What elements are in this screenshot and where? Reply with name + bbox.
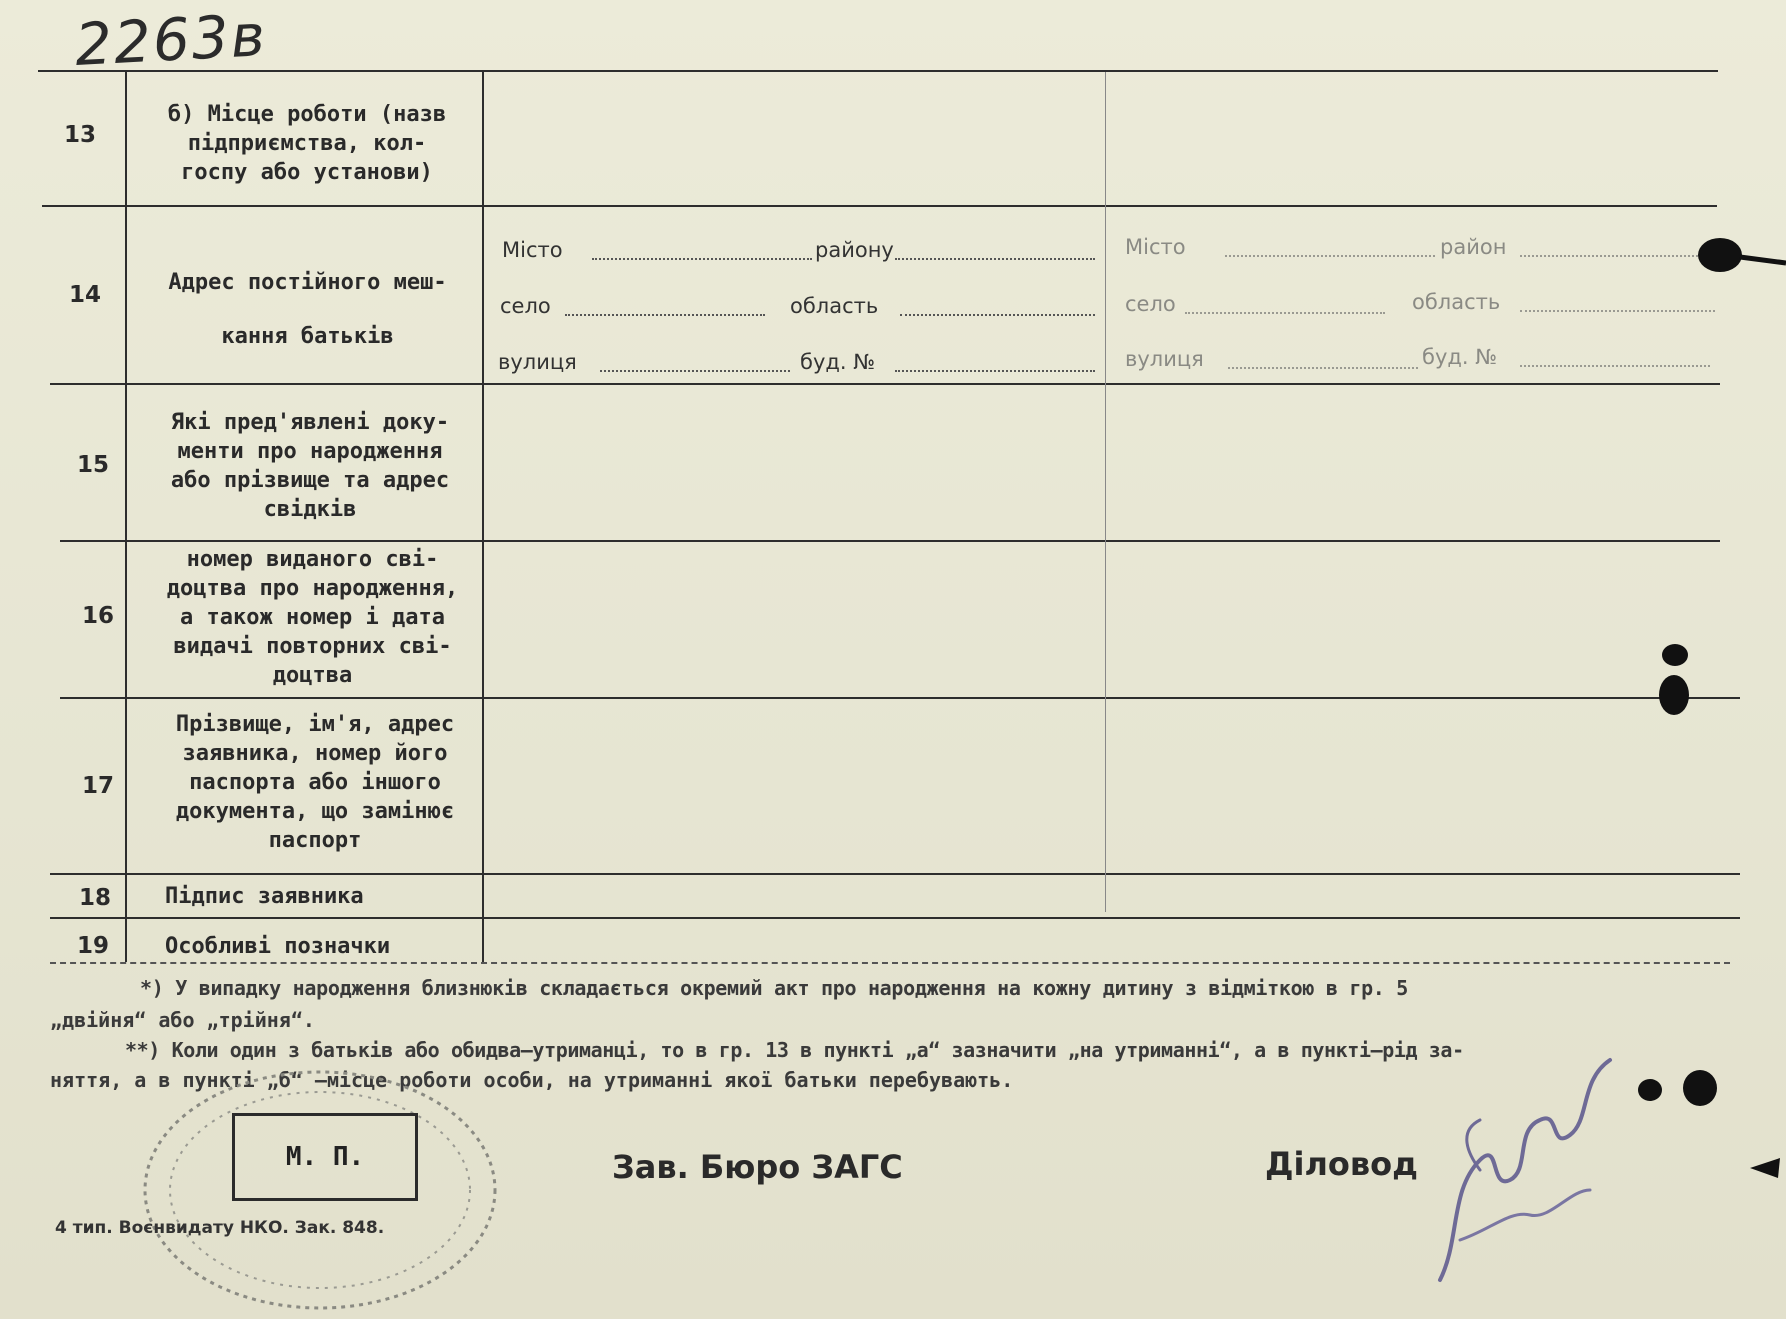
row-number-13: 13	[63, 122, 96, 148]
row-label-13: б) Місце роботи (назв підприємства, кол- госпу або установи)	[167, 102, 447, 185]
address-right-city-label: Місто	[1125, 235, 1186, 259]
rule-16-17	[60, 697, 1740, 699]
rule-13-14	[42, 205, 1717, 207]
clerk-title: Діловод	[1265, 1145, 1418, 1183]
address-region-label: область	[790, 294, 879, 318]
bureau-head-title: Зав. Бюро ЗАГС	[612, 1148, 903, 1186]
address-street-label: вулиця	[498, 350, 577, 374]
row-number-15: 15	[76, 452, 109, 478]
footnote-1-continued: „двійня“ або „трійня“.	[50, 1008, 315, 1032]
punch-hole-4	[1750, 1150, 1786, 1180]
row-label-17: Прізвище, ім'я, адрес заявника, номер його паспорта або іншого документа, що замінює паспорт	[175, 712, 455, 853]
address-right-district-line	[1520, 255, 1710, 257]
column-divider-1	[125, 72, 127, 962]
footnote-2: **) Коли один з батьків або обидва—утриманці, то в гр. 13 в пункті „а“ зазначити „на утриманні“, а в пункті—рід за-	[125, 1038, 1464, 1062]
address-city-line	[592, 258, 812, 260]
address-village-line	[565, 314, 765, 316]
address-right-street-line	[1228, 367, 1418, 369]
address-right-street-label: вулиця	[1125, 347, 1204, 371]
row-label-19: Особливі позначки	[165, 934, 391, 959]
address-right-region-label: область	[1412, 290, 1501, 314]
address-street-line	[600, 370, 790, 372]
row-number-14: 14	[68, 282, 101, 308]
address-right-district-label: район	[1440, 235, 1507, 259]
footnote-2-continued: няття, а в пункті „б“ —місце роботи особи, на утриманні якої батьки перебувають.	[50, 1068, 1014, 1092]
row-label-16: номер виданого сві- доцтва про народження, а також номер і дата видачі повторних сві- доцтва	[166, 547, 459, 688]
stamp-box: М. П.	[232, 1113, 418, 1201]
address-city-label: Місто	[502, 238, 563, 262]
address-district-line	[895, 258, 1095, 260]
address-building-line	[895, 370, 1095, 372]
handwritten-number: 2263в	[73, 1, 269, 79]
rule-14-15	[50, 383, 1720, 385]
footnote-1: *) У випадку народження близнюків складається окремий акт про народження на кожну дитину з відміткою в гр. 5	[140, 976, 1409, 1000]
address-right-village-label: село	[1125, 292, 1176, 316]
row-number-19: 19	[76, 933, 109, 959]
punch-hole-2	[1650, 640, 1700, 720]
address-right-city-line	[1225, 255, 1435, 257]
address-building-label: буд. №	[800, 350, 876, 374]
rule-top	[38, 70, 1718, 72]
address-right-village-line	[1185, 312, 1385, 314]
rule-18-19	[50, 917, 1740, 919]
clerk-signature	[1420, 1040, 1640, 1300]
row-number-16: 16	[81, 603, 114, 629]
column-divider-3	[1105, 72, 1106, 912]
address-right-region-line	[1520, 310, 1715, 312]
row-label-14: Адрес постійного меш- кання батьків	[168, 270, 447, 349]
address-village-label: село	[500, 294, 551, 318]
row-label-15: Які пред'явлені доку- менти про народження або прізвище та адрес свідків	[170, 410, 450, 522]
row-number-18: 18	[78, 885, 111, 911]
punch-hole-3	[1630, 1065, 1720, 1115]
address-region-line	[900, 314, 1095, 316]
row-number-17: 17	[81, 773, 114, 799]
row-label-18: Підпис заявника	[165, 884, 364, 909]
punch-hole-1	[1695, 235, 1786, 275]
rule-15-16	[60, 540, 1720, 542]
printer-imprint: 4 тип. Воєнвидату НКО. Зак. 848.	[55, 1218, 385, 1238]
address-right-building-label: буд. №	[1422, 345, 1498, 369]
address-district-label: району	[815, 238, 894, 262]
rule-17-18	[50, 873, 1740, 875]
address-right-building-line	[1520, 365, 1710, 367]
rule-bottom	[50, 962, 1730, 964]
